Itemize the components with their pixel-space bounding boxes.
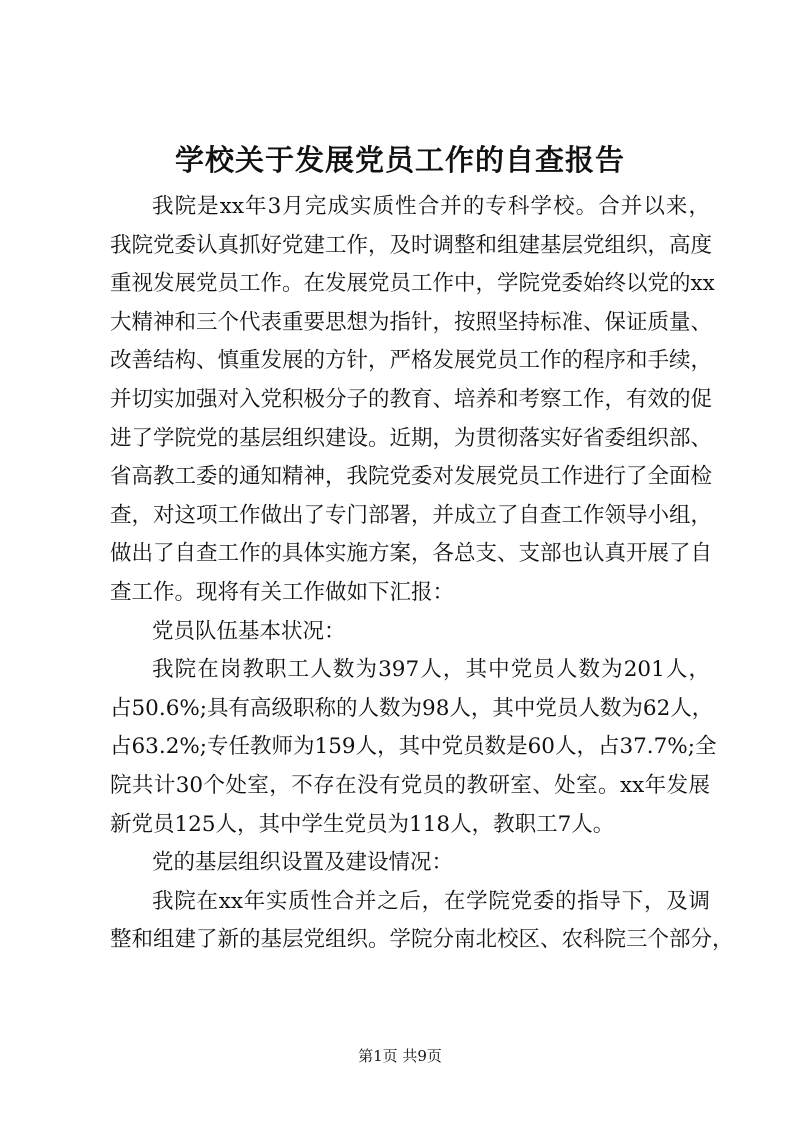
paragraph-line: 新党员125人，其中学生党员为118人，教职工7人。 — [110, 811, 615, 837]
paragraph-line: 进了学院党的基层组织建设。近期，为贯彻落实好省委组织部、 — [110, 425, 713, 451]
paragraph-line: 并切实加强对入党积极分子的教育、培养和考察工作，有效的促 — [110, 386, 713, 412]
paragraph-line: 整和组建了新的基层党组织。学院分南北校区、农科院三个部分， — [110, 927, 734, 953]
paragraph-line: 重视发展党员工作。在发展党员工作中，学院党委始终以党的xx — [110, 271, 715, 297]
paragraph-line: 做出了自查工作的具体实施方案，各总支、支部也认真开展了自 — [110, 541, 713, 567]
paragraph-line: 占63.2%;专任教师为159人，其中党员数是60人，占37.7%;全 — [110, 734, 717, 760]
paragraph-line: 查工作。现将有关工作做如下汇报： — [110, 579, 455, 605]
document-body — [110, 188, 734, 960]
document-title: 学校关于发展党员工作的自查报告 — [174, 143, 625, 177]
paragraph-line: 院共计30个处室，不存在没有党员的教研室、处室。xx年发展 — [110, 772, 710, 798]
paragraph-line: 我院是xx年3月完成实质性合并的专科学校。合并以来， — [152, 194, 710, 219]
paragraph-line: 改善结构、慎重发展的方针，严格发展党员工作的程序和手续， — [110, 348, 713, 374]
paragraph-line: 我院在岗教职工人数为397人，其中党员人数为201人， — [152, 657, 710, 683]
section-heading: 党的基层组织设置及建设情况： — [152, 850, 454, 876]
paragraph-line: 查，对这项工作做出了专门部署，并成立了自查工作领导小组， — [110, 502, 713, 528]
paragraph-line: 省高教工委的通知精神，我院党委对发展党员工作进行了全面检 — [110, 464, 713, 490]
paragraph-line: 占50.6%;具有高级职称的人数为98人，其中党员人数为62人， — [110, 695, 714, 721]
paragraph-line: 大精神和三个代表重要思想为指针，按照坚持标准、保证质量、 — [110, 309, 713, 335]
section-heading: 党员队伍基本状况： — [152, 618, 346, 644]
paragraph-line: 我院在xx年实质性合并之后，在学院党委的指导下，及调 — [152, 888, 710, 914]
paragraph-line: 我院党委认真抓好党建工作，及时调整和组建基层党组织，高度 — [110, 232, 713, 258]
page-number-footer: 第1页 共9页 — [358, 1047, 442, 1065]
